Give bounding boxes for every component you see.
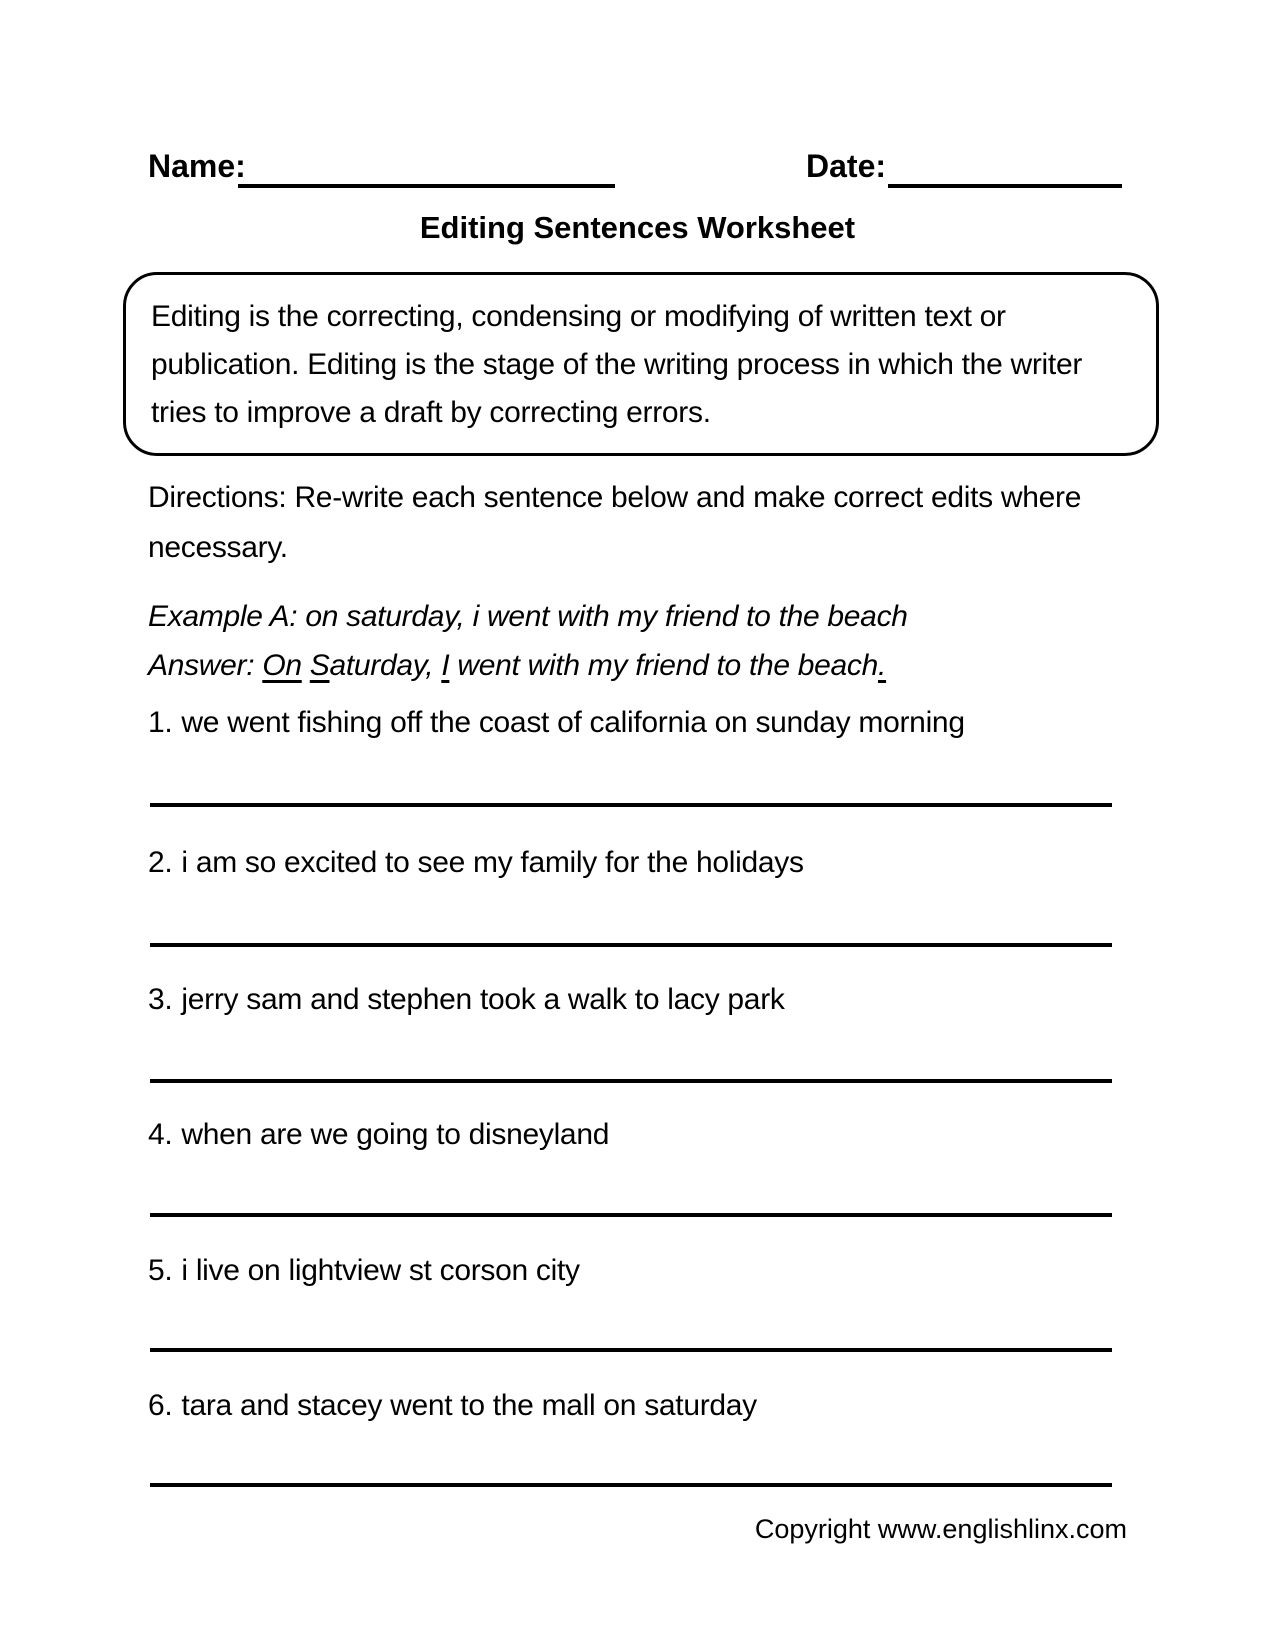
sentence-number: 6. bbox=[148, 1389, 173, 1422]
example-prompt: Example A: on saturday, i went with my friend to the beach bbox=[148, 600, 908, 633]
sentence-number: 5. bbox=[148, 1254, 173, 1287]
definition-text: Editing is the correcting, condensing or modifying of written text or publication. Editing is the stage of the writing process in which the writer tries to improve a draft by correcting errors. bbox=[151, 300, 1083, 429]
sentence-text: we went fishing off the coast of california on sunday morning bbox=[181, 706, 965, 739]
answer-blank-line bbox=[150, 1213, 1112, 1217]
sentence-text: i am so excited to see my family for the holidays bbox=[181, 846, 804, 879]
name-blank-line bbox=[238, 184, 615, 188]
definition-box bbox=[123, 272, 1159, 456]
answer-blank-line bbox=[150, 1348, 1112, 1352]
sentence-number: 4. bbox=[148, 1118, 173, 1151]
question-item bbox=[148, 983, 1148, 1017]
sentence-text: tara and stacey went to the mall on saturday bbox=[181, 1389, 757, 1422]
answer-blank-line bbox=[150, 1483, 1112, 1487]
copyright-text: Copyright www.englishlinx.com bbox=[754, 1514, 1127, 1544]
date-blank-line bbox=[888, 184, 1122, 188]
sentence-text: when are we going to disneyland bbox=[181, 1118, 610, 1151]
sentence-text: i live on lightview st corson city bbox=[181, 1254, 580, 1287]
question-item bbox=[148, 1389, 1148, 1423]
sentence-text: jerry sam and stephen took a walk to lacy park bbox=[181, 983, 785, 1016]
sentence-number: 3. bbox=[148, 983, 173, 1016]
name-label: Name: bbox=[148, 148, 246, 184]
directions-text: Directions: Re-write each sentence below and make correct edits where necessary. bbox=[148, 481, 1082, 564]
question-item bbox=[148, 1118, 1148, 1152]
answer-blank-line bbox=[150, 803, 1112, 807]
sentence-number: 2. bbox=[148, 846, 173, 879]
question-item bbox=[148, 846, 1148, 880]
answer-blank-line bbox=[150, 943, 1112, 947]
worksheet-title: Editing Sentences Worksheet bbox=[419, 210, 856, 245]
example-block bbox=[148, 592, 1148, 690]
example-answer: Answer: On Saturday, I went with my friend to the beach. bbox=[148, 649, 887, 682]
sentence-number: 1. bbox=[148, 706, 173, 739]
question-item bbox=[148, 1254, 1148, 1288]
question-item bbox=[148, 706, 1148, 740]
date-label: Date: bbox=[806, 148, 887, 184]
answer-blank-line bbox=[150, 1079, 1112, 1083]
